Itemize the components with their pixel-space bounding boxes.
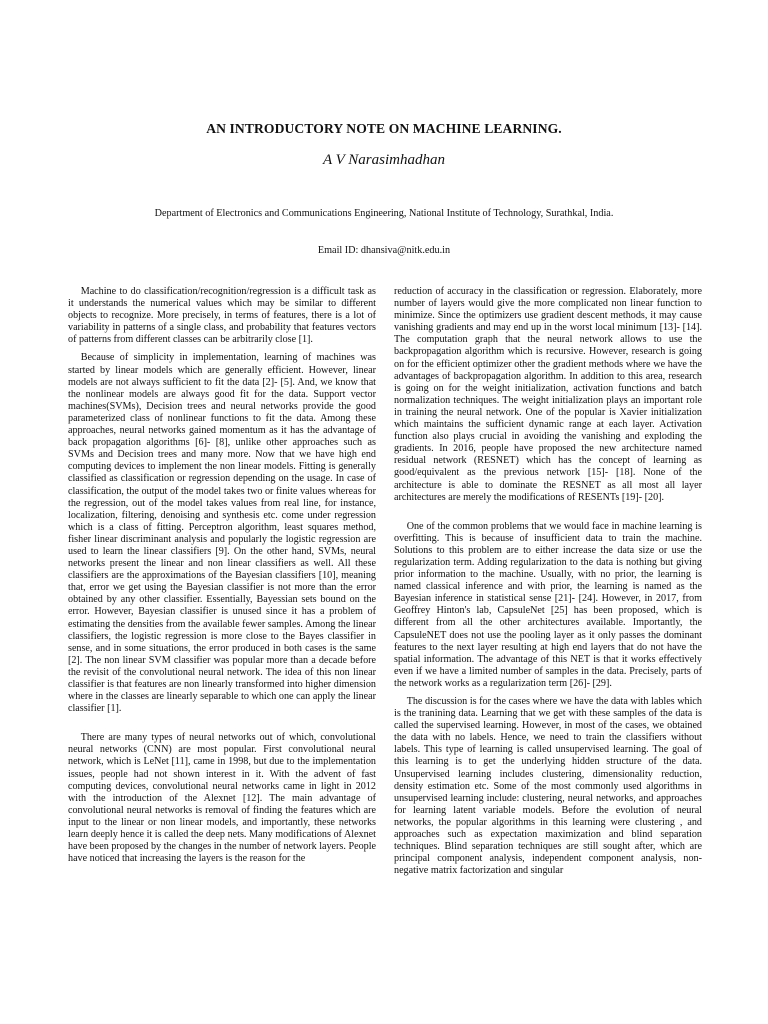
paragraph: One of the common problems that we would face in machine learning is overfitting. This is because of insufficient data to train the machine. Solutions to this problem are to either increase the data size or use the regularization term. Adding regularization to the data is nothing but giving prior information to the machine. Usually, with no prior, the learning is named classical inference and with prior, the learning is named as the Bayesian inference in statistical sense [21]- [24]. However, in 2017, from Geoffrey Hinton's lab, CapsuleNet [25] has been proposed, which is different from all the other architectures available. Importantly, the CapsuleNET does not use the pooling layer as it only passes the dominant features to the next layer resulting at high end layers that do not have the spatial information. The advantage of this NET is that it works effectively even if we have a limited number of samples in the data. Precisely, parts of the network works as a regularization term [26]- [29].	[394, 520, 702, 689]
paragraph: Machine to do classification/recognition/regression is a difficult task as it understands the numerical values which may be similar to different objects to recognize. More precisely, in terms of features, there is a lot of variability in patterns of a single class, and probability that features vectors of patterns from different classes can be arbitrarily close [1].	[68, 286, 376, 346]
paragraph: The discussion is for the cases where we have the data with lables which is the tranining data. Learning that we get with these samples of the data is called the supervised learning. However, in most of the cases, we obtained the data with no labels. Hence, we need to train the classifiers without labels. This type of learning is called unsupervised learning. The goal of this learning is to get the underlying hidden structure of the data. Unsupervised learning includes clustering, dimensionality reduction, density estimation etc. Some of the most commonly used algorithms in unsupervised learning include: clustering, neural networks, and approaches for learning latent variable models. Before the evolution of neural networks, the popular algorithms in this learning were clustering , and approaches such as expectation maximization and blind separation techniques. Blind separation techniques are still sought after, which are principal component analysis, independent component analysis, non-negative matrix factorization and singular	[394, 696, 702, 877]
email-line: Email ID: dhansiva@nitk.edu.in	[317, 245, 451, 256]
left-column	[68, 286, 376, 865]
paragraph: reduction of accuracy in the classification or regression. Elaborately, more number of layers would give the more complicated non linear function to minimize. Since the optimizers use gradient descent methods, it may cause vanishing gradients and may end up in the worst local minimum [13]- [14]. The computation graph that the neural network allows to use the backpropagation algorithm which is recursive. However, research is going on for the efficient optimizer other the gradient methods where we have the advantages of backpropagation algorithm. In addition to this area, research is going on for the weight initialization, activation functions and batch normalization techniques. The weight initialization plays an important role in training the neural network. One of the popular is Xavier initialization which maintains the sufficient dynamic range at each layer. Activation function also plays crucial in avoiding the vanishing and exploding the gradients. In 2016, people have proposed the new architecture named residual network (RESNET) which has the concept of learning as good/equivalent as the previous network [15]- [18]. None of the architecture is able to dominate the RESNET as all most all layer architectures are merely the modifications of RESENTs [19]- [20].	[394, 286, 702, 503]
right-column	[394, 286, 702, 877]
paper-title: AN INTRODUCTORY NOTE ON MACHINE LEARNING.	[206, 121, 562, 136]
affiliation: Department of Electronics and Communications Engineering, National Institute of Technology, Surathkal, India.	[154, 208, 614, 219]
author-name: A V Narasimhadhan	[323, 152, 445, 168]
paragraph: There are many types of neural networks out of which, convolutional neural networks (CNN) are most popular. First convolutional neural network, which is LeNet [11], came in 1998, but due to the implementation issues, people had not shown interest in it. With the advent of fast computing devices, convolutional neural networks came in light in 2012 with the introduction of the Alexnet [12]. The main advantage of convolutional neural networks is removal of finding the features which are input to the linear or non linear models, and importantly, these networks learn deeply hence it is called the deep nets. Many modifications of Alexnet have been proposed by the changes in the number of network layers. People have noticed that increasing the layers is the reason for the	[68, 732, 376, 865]
paragraph: Because of simplicity in implementation, learning of machines was started by linear models which are generally efficient. However, linear models are not always sufficient to fit the data [2]- [5]. And, we know that the nonlinear models are always good fit for the data. Support vector machines(SVMs), Decision trees and neural networks provide the good parameterized class of nonlinear functions to fit the data. Among these approaches, neural networks gained momentum as it has the advantage of back propagation algorithms [6]- [8], unlike other approaches such as SVMs and Decision trees and many more. Now that we have high end computing devices to implement the non linear models. Fitting is generally classified as classification or regression depending on the usage. In case of classification, the output of the model takes two or finite values whereas for the regression, out of the model takes values from real line, for instance, localization, filtering, denoising and synthesis etc. come under regression which is a class of fitting. Perceptron algorithm, least squares method, fisher linear discriminant analysis and popularly the logistic regression are used to learn the linear classifiers [9]. On the other hand, SVMs, neural networks present the linear and non linear classifiers as well. All these classifiers are the approximations of the Bayesian classifiers [10], meaning that, error we get using the Bayesian classifier is not more than the error obtained by any other classifier. Essentially, Bayessian sets bound on the error. However, Bayesian classifier is unused since it has a problem of estimating the densities from the available fewer samples. Among the linear classifiers, the logistic regression is more close to the Bayes classifier in sense, and in some situations, the error produced in both cases is the same [2]. The non linear SVM classifier was popular more than a decade before the revisit of the convolutional neural network. The idea of this non linear classifier is that features are non linearly transformed into higher dimension where in the classes are linearly separable to which one can apply the linear classifier [1].	[68, 352, 376, 715]
